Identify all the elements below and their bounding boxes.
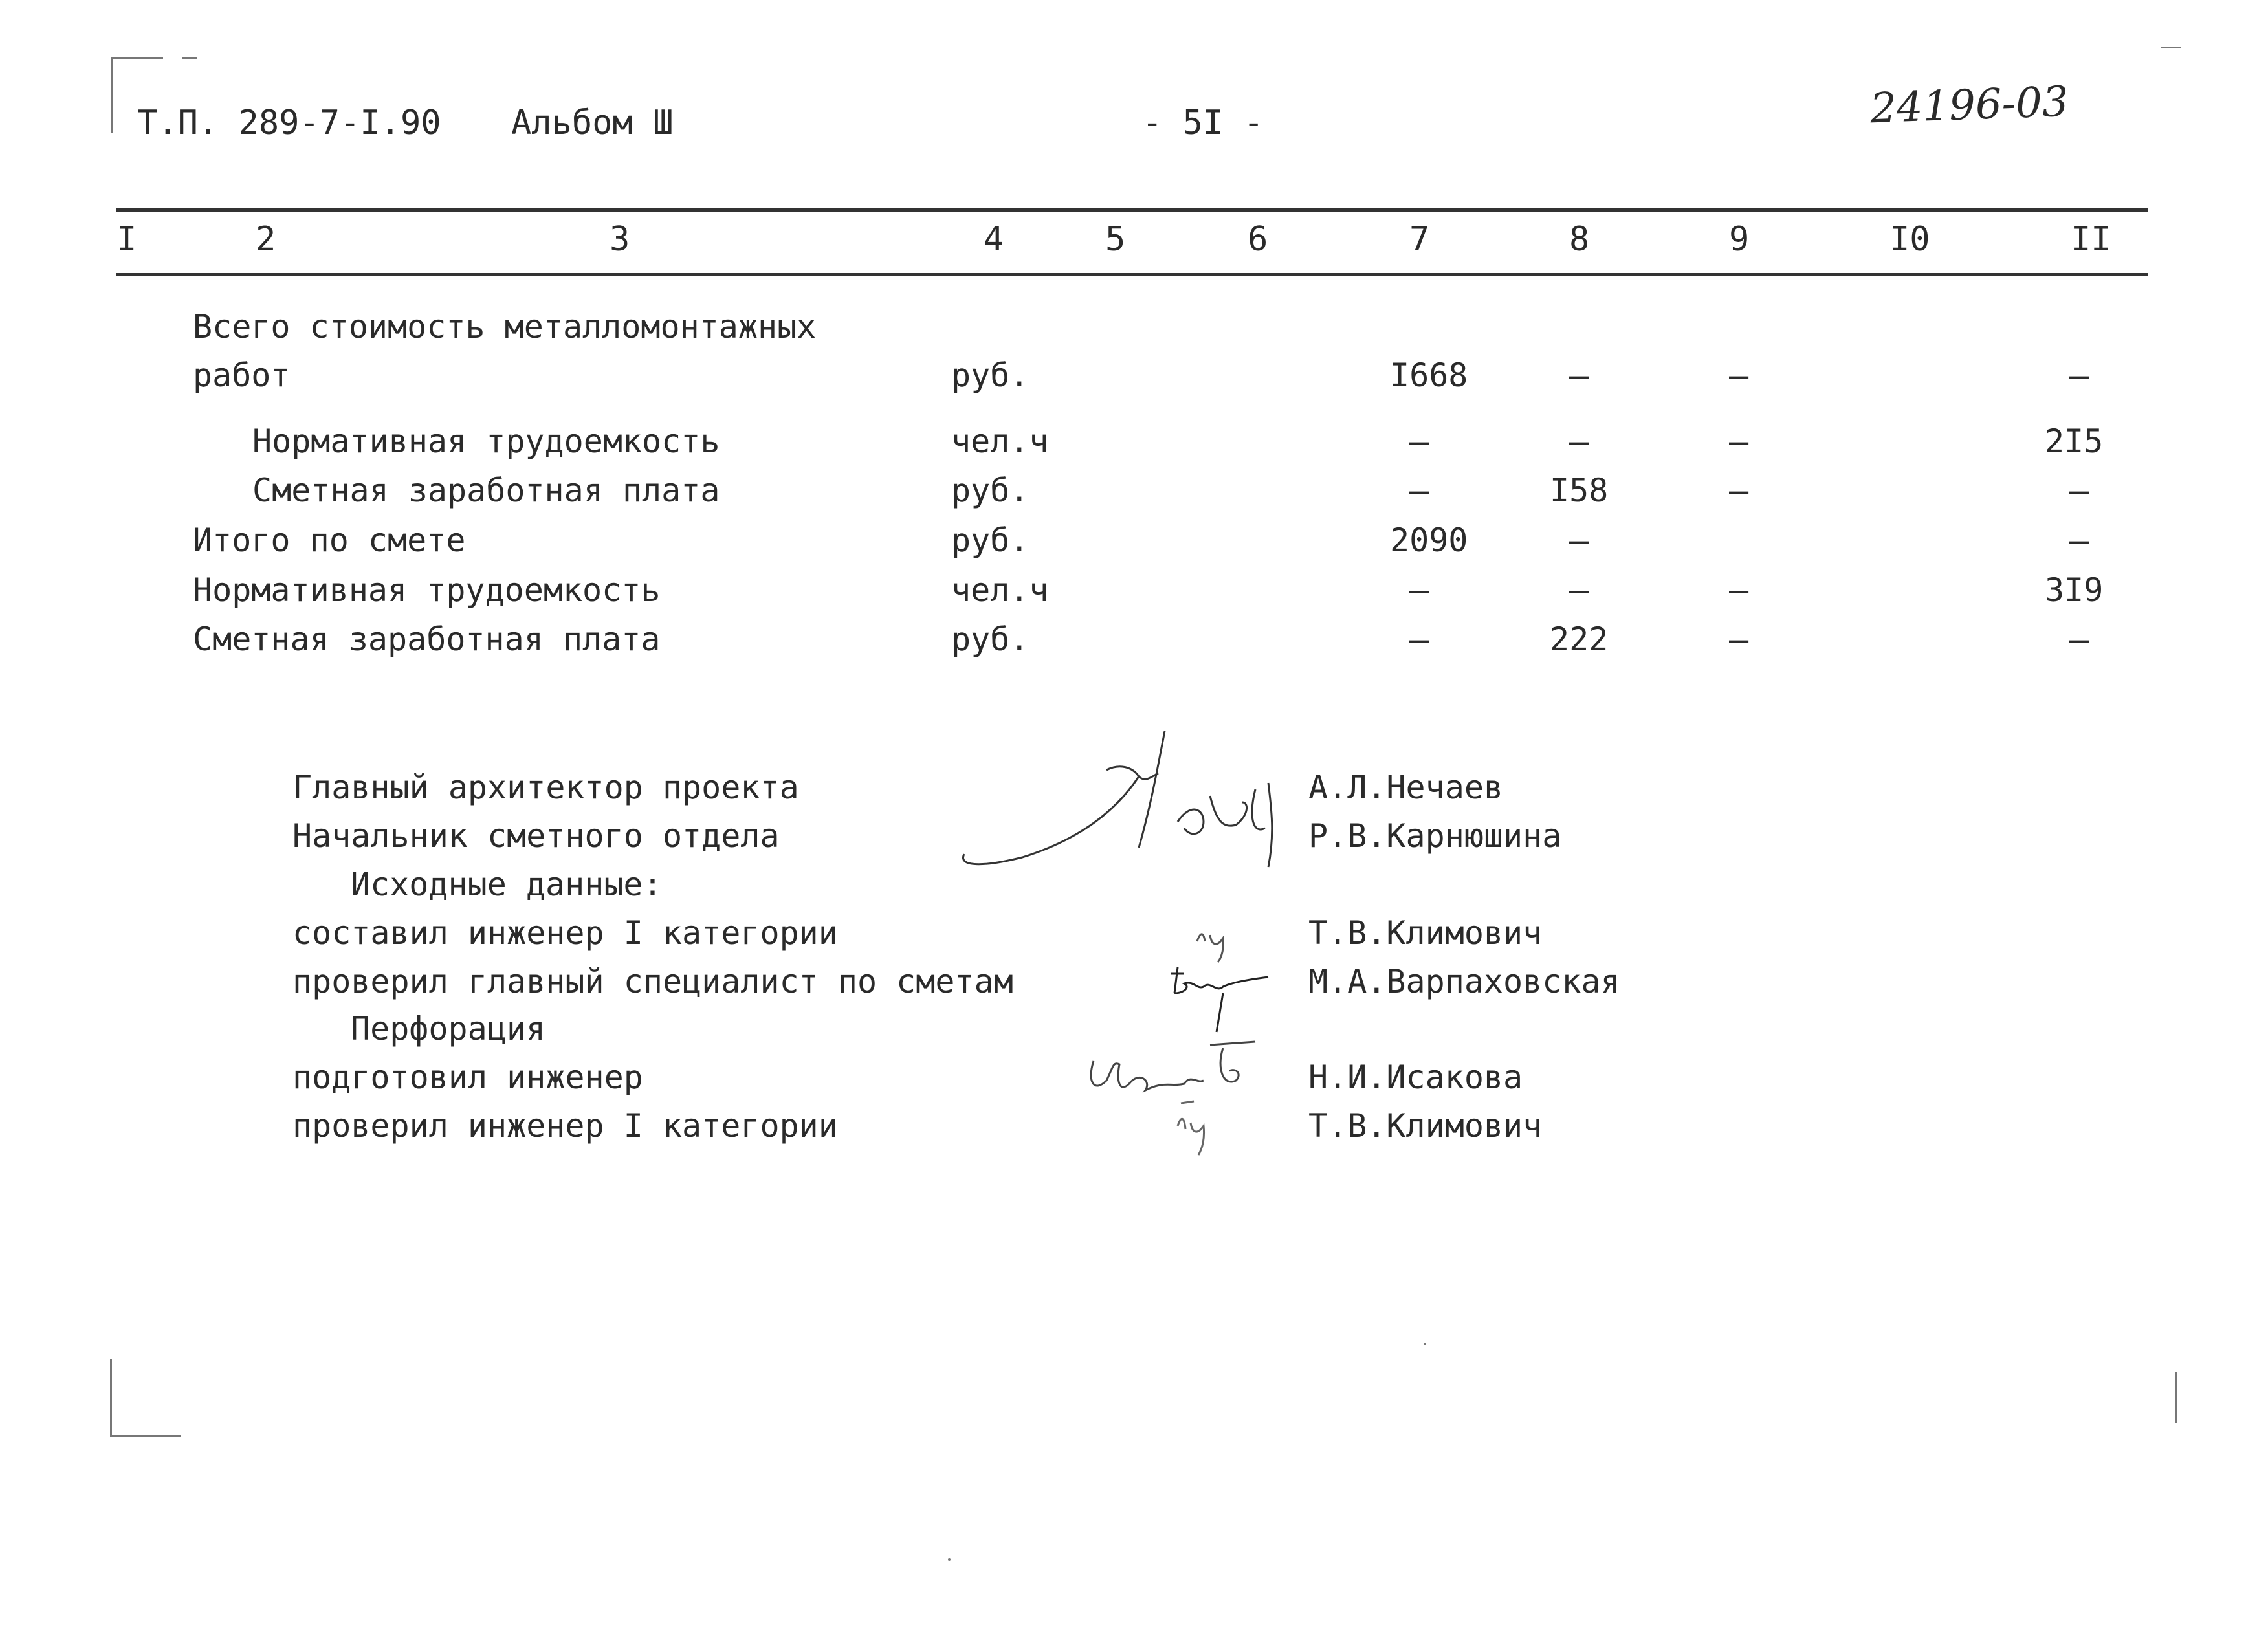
column-header-6: 6: [1248, 220, 1268, 259]
table-row-0-unit: руб.: [951, 357, 1029, 394]
table-row-2-unit: руб.: [951, 472, 1029, 509]
column-header-7: 7: [1409, 220, 1430, 259]
table-header-rule: [116, 273, 2148, 276]
album-label: Альбом Ш: [511, 104, 674, 142]
column-header-1: I: [116, 220, 137, 259]
table-row-2-col9: –: [1729, 472, 1749, 509]
table-row-5-col11: –: [2069, 621, 2089, 658]
estimate-head-role: Начальник сметного отдела: [292, 817, 780, 855]
corner-mark-bottom-left-vertical: [110, 1359, 112, 1436]
column-header-8: 8: [1569, 220, 1590, 259]
table-row-5-unit: руб.: [951, 621, 1029, 658]
table-row-4-col11: 3I9: [2045, 571, 2104, 609]
compiled-role: составил инженер I категории: [292, 914, 838, 952]
table-row-5-col9: –: [1729, 621, 1749, 658]
table-row-1-col8: –: [1569, 423, 1589, 460]
signature-checked2: [1165, 1093, 1242, 1165]
column-header-10: I0: [1889, 220, 1930, 259]
table-row-3-col8: –: [1569, 522, 1589, 559]
table-row-0-col8: –: [1569, 357, 1589, 394]
perforation-heading: Перфорация: [351, 1010, 546, 1048]
table-row-3-col11: –: [2069, 522, 2089, 559]
corner-mark-bottom-left-horizontal: [110, 1435, 181, 1437]
table-row-4-unit: чел.ч: [951, 571, 1049, 609]
column-header-5: 5: [1105, 220, 1126, 259]
table-row-0-name: работ: [193, 357, 291, 394]
signature-checked: [1165, 954, 1294, 1045]
table-row-4-name: Нормативная трудоемкость: [193, 571, 661, 609]
table-row-2-name: Сметная заработная плата: [252, 472, 720, 509]
scan-speck: [948, 1558, 951, 1561]
table-row-5-col7: –: [1409, 621, 1429, 658]
page-number: - 5I -: [1142, 104, 1264, 142]
column-header-2: 2: [256, 220, 276, 259]
table-row-0-name-line1: Всего стоимость металломонтажных: [193, 308, 817, 346]
table-row-3-name: Итого по смете: [193, 522, 466, 559]
corner-mark-top-left-horizontal: [111, 57, 163, 59]
chief-architect-role: Главный архитектор проекта: [292, 769, 799, 806]
table-row-3-unit: руб.: [951, 522, 1029, 559]
prepared-role: подготовил инженер: [292, 1059, 643, 1096]
table-row-1-col9: –: [1729, 423, 1749, 460]
table-row-0-col7: I668: [1390, 357, 1468, 394]
table-row-3-col7: 2090: [1390, 522, 1468, 559]
table-row-1-col11: 2I5: [2045, 423, 2104, 460]
source-data-heading: Исходные данные:: [351, 866, 663, 903]
table-row-1-unit: чел.ч: [951, 423, 1049, 460]
table-row-4-col8: –: [1569, 571, 1589, 609]
signature-chief-architect: [945, 712, 1307, 880]
column-header-3: 3: [610, 220, 630, 259]
table-row-2-col8: I58: [1550, 472, 1609, 509]
checked-role: проверил главный специалист по сметам: [292, 963, 1013, 1000]
corner-mark-top-left-vertical: [111, 57, 113, 133]
table-row-5-name: Сметная заработная плата: [193, 621, 661, 658]
table-row-2-col7: –: [1409, 472, 1429, 509]
checked2-name: Т.В.Климович: [1308, 1107, 1543, 1145]
handwritten-archive-code: 24196-03: [1869, 78, 2069, 133]
table-row-1-name: Нормативная трудоемкость: [252, 423, 720, 460]
compiled-name: Т.В.Климович: [1308, 914, 1543, 952]
estimate-head-name: Р.В.Карнюшина: [1308, 817, 1562, 855]
column-header-11: II: [2071, 220, 2111, 259]
table-row-5-col8: 222: [1550, 621, 1609, 658]
table-top-rule: [116, 208, 2148, 212]
table-row-2-col11: –: [2069, 472, 2089, 509]
corner-mark-top-left-dash: [182, 57, 197, 59]
corner-mark-top-right: [2161, 47, 2181, 48]
chief-architect-name: А.Л.Нечаев: [1308, 769, 1504, 806]
column-header-4: 4: [984, 220, 1004, 259]
scan-speck: [1424, 1343, 1426, 1345]
table-row-0-col9: –: [1729, 357, 1749, 394]
corner-mark-bottom-right: [2175, 1372, 2177, 1423]
document-code: Т.П. 289-7-I.90: [137, 104, 441, 142]
table-row-1-col7: –: [1409, 423, 1429, 460]
checked-name: М.А.Варпаховская: [1308, 963, 1620, 1000]
checked2-role: проверил инженер I категории: [292, 1107, 838, 1145]
prepared-name: Н.И.Исакова: [1308, 1059, 1523, 1096]
column-header-9: 9: [1729, 220, 1750, 259]
table-row-0-col11: –: [2069, 357, 2089, 394]
table-row-4-col7: –: [1409, 571, 1429, 609]
table-row-4-col9: –: [1729, 571, 1749, 609]
